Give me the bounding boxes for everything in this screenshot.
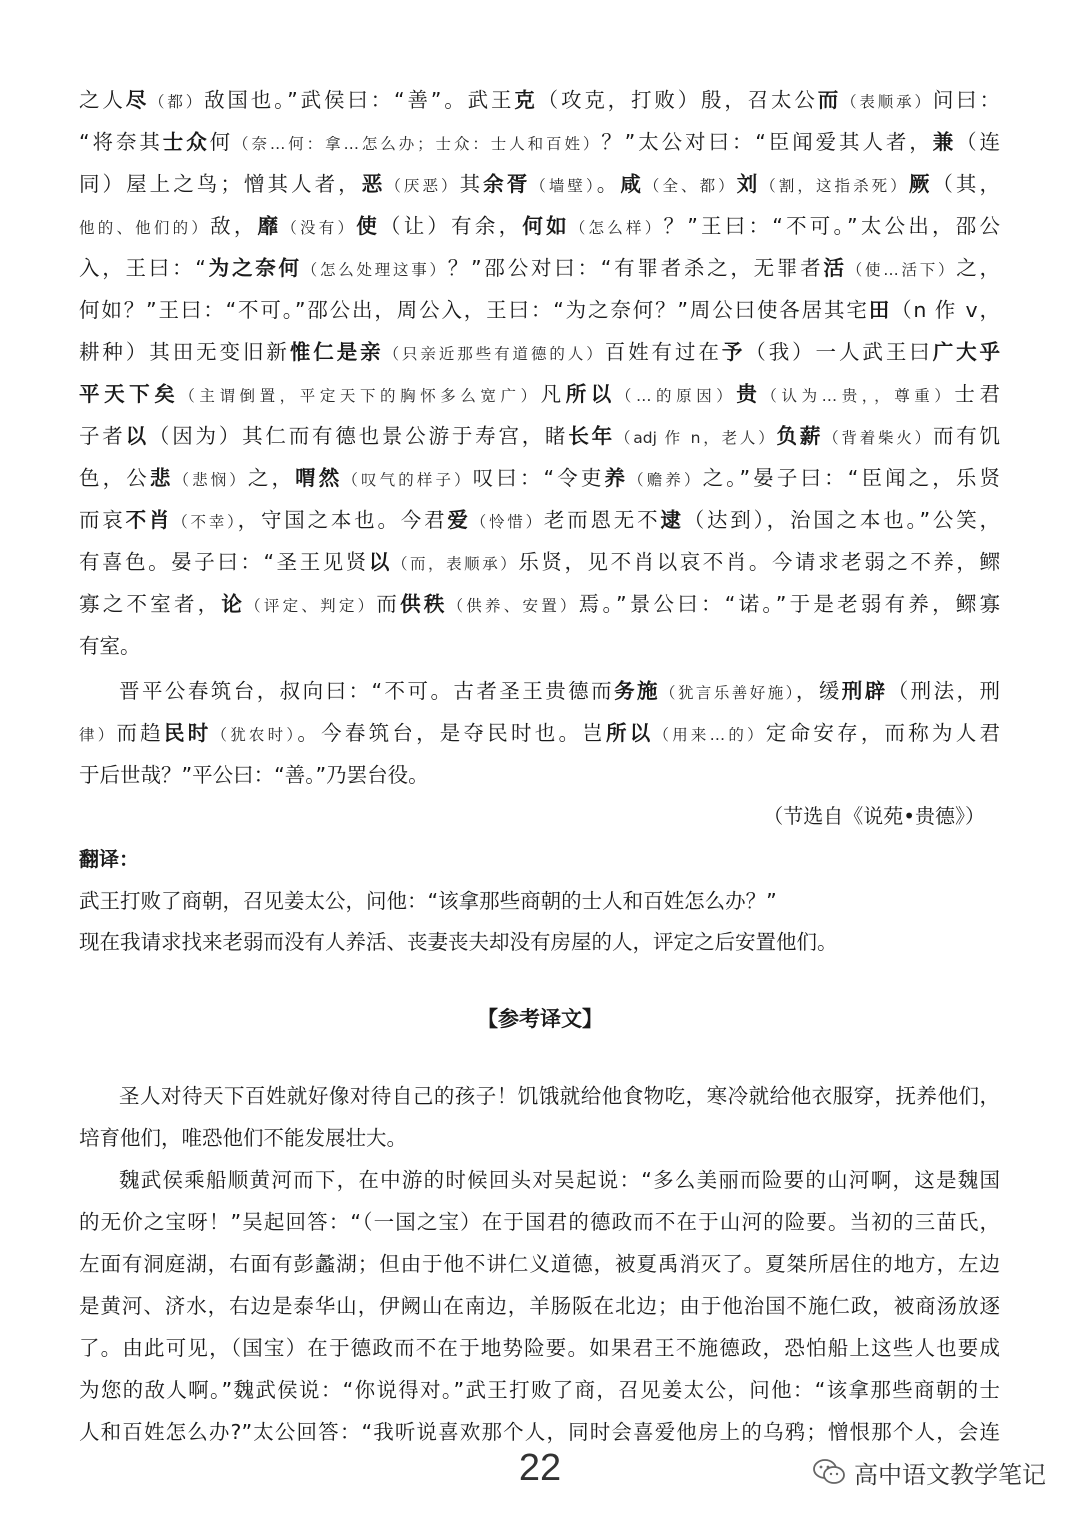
annotation: （没有） (281, 219, 357, 237)
text-line (119, 670, 1000, 712)
reference-line: 培育他们，唯恐他们不能发展壮大。 (79, 1126, 407, 1150)
text-span: 敌国也。”武侯曰：“善”。武王 (204, 88, 515, 112)
text-span: 何 (209, 130, 234, 154)
annotation: （奈…何：拿…怎么办；士众：士人和百姓） (233, 135, 602, 153)
text-span: 凡 (540, 382, 566, 406)
glossed-word: 以 (368, 550, 392, 574)
text-span: （n 作 v， (891, 298, 1000, 322)
reference-line: 人和百姓怎么办?”太公回答：“我听说喜欢那个人，同时会喜爱他房上的乌鸦；憎恨那个人，会连 (79, 1420, 1000, 1444)
translation-label: 翻译： (79, 847, 139, 871)
annotation: （犹言乐善好施） (660, 684, 796, 702)
text-line (79, 163, 1000, 205)
glossed-word: 靡 (257, 214, 282, 238)
glossed-word: 厥 (908, 172, 933, 196)
annotation: （叹气的样子） (342, 471, 473, 489)
text-span: 而有饥 (932, 424, 1000, 448)
glossed-word: 使 (356, 214, 380, 238)
annotation: （背着柴火） (823, 429, 933, 447)
text-span: ，缓 (795, 679, 842, 703)
annotation: （adj 作 n，老人） (614, 429, 777, 447)
text-span: 。今春筑台，是夺民时也。岂 (297, 721, 606, 745)
text-span: 焉。”景公曰：“诺。”于是老弱有养，鳏寡 (578, 592, 1000, 616)
text-span: 入，王曰：“ (79, 256, 206, 280)
annotation: （都） (149, 93, 205, 111)
text-span: 之， (247, 466, 296, 490)
glossed-word: 民时 (163, 721, 212, 745)
annotation: （供养、安置） (447, 597, 579, 615)
text-span: （攻克，打败）殷，召太公 (537, 88, 818, 112)
text-span: 叹曰：“令吏 (472, 466, 605, 490)
text-span: 之， (956, 256, 1000, 280)
reference-line: 左面有洞庭湖，右面有彭蠡湖；但由于他不讲仁义道德，被夏禹消灭了。夏桀所居住的地方，左边 (79, 1252, 1000, 1276)
text-line (79, 415, 1000, 457)
annotation: （…的原因） (615, 387, 737, 405)
text-span: 。 (596, 172, 621, 196)
glossed-word: 为之奈何 (205, 256, 302, 280)
text-span: 之。”晏子曰：“臣闻之，乐贤 (702, 466, 1000, 490)
text-span: 晋平公春筑台，叔向曰：“不可。古者圣王贵德而 (119, 679, 615, 703)
text-span: ，守国之本也。今君 (237, 508, 448, 532)
glossed-word: 克 (514, 88, 538, 112)
glossed-word: 所以 (605, 721, 654, 745)
glossed-word: 不肖 (125, 508, 173, 532)
text-line (79, 121, 1000, 163)
annotation: （犹农时） (211, 726, 298, 744)
annotation: （而，表顺承） (391, 555, 519, 573)
glossed-word: 悲 (149, 466, 174, 490)
text-line (79, 541, 1000, 583)
glossed-word: 喟然 (295, 466, 343, 490)
annotation: （割，这指杀死） (760, 177, 909, 195)
text-span: 而哀 (79, 508, 126, 532)
annotation: （厌恶） (385, 177, 460, 195)
text-span: “将奈其 (79, 130, 163, 154)
annotation: （赡养） (628, 471, 703, 489)
text-line (79, 712, 1000, 754)
glossed-word: 兼 (932, 130, 957, 154)
glossed-word: 养 (604, 466, 629, 490)
annotation: （主谓倒置，平定天下的胸怀多么宽广） (179, 387, 541, 405)
reference-line: 了。由此可见，（国宝）在于德政而不在于地势险要。如果君王不施德政，恐怕船上这些人也要成 (79, 1336, 1000, 1360)
glossed-word: 而 (817, 88, 842, 112)
text-span: 而趋 (116, 721, 164, 745)
glossed-word: 爱 (447, 508, 471, 532)
text-span: （其， (932, 172, 1000, 196)
text-span: 乐贤，见不肖以哀不肖。今请求老弱之不养，鳏 (518, 550, 1000, 574)
text-span: 同）屋上之鸟；憎其人者， (79, 172, 362, 196)
text-span: 敌， (210, 214, 258, 238)
glossed-word: 余胥 (483, 172, 531, 196)
text-span: 其 (459, 172, 484, 196)
text-line (79, 247, 1000, 289)
glossed-word: 务施 (614, 679, 660, 703)
annotation: （怎么样） (569, 219, 664, 237)
text-line (79, 289, 1000, 331)
text-line (79, 457, 1000, 499)
glossed-word: 刑辟 (841, 679, 888, 703)
text-span: ？”王曰：“不可。”太公出，邵公 (663, 214, 1000, 238)
translation-line: 现在我请求找来老弱而没有人养活、丧妻丧夫却没有房屋的人，评定之后安置他们。 (79, 930, 838, 954)
text-span: 寡之不室者， (79, 592, 222, 616)
source-citation: （节选自《说苑•贵德》） (763, 804, 985, 828)
glossed-word: 论 (221, 592, 246, 616)
glossed-word: 长年 (568, 424, 615, 448)
glossed-word: 活 (823, 256, 847, 280)
glossed-word: 士众 (162, 130, 210, 154)
annotation: （全、都） (643, 177, 737, 195)
text-line (79, 754, 1000, 796)
reference-title: 【参考译文】 (477, 1007, 603, 1031)
text-line (79, 373, 1000, 415)
annotation: （悲悯） (173, 471, 248, 489)
text-span: （因为）其仁而有德也景公游于寿宫，睹 (148, 424, 569, 448)
text-span: 有室。 (79, 634, 141, 658)
text-span: （达到），治国之本也。”公笑， (683, 508, 1000, 532)
annotation: （表顺承） (841, 93, 933, 111)
text-span: 耕种）其田无变旧新 (79, 340, 290, 364)
annotation: 他的、他们的） (79, 219, 211, 237)
reference-line: 魏武侯乘船顺黄河而下，在中游的时候回头对吴起说：“多么美丽而险要的山河啊，这是魏国 (119, 1168, 1000, 1192)
annotation: （不幸） (172, 513, 238, 531)
page-number: 22 (518, 1447, 562, 1489)
glossed-word: 予 (721, 340, 746, 364)
reference-line: 是黄河、济水，右边是泰华山，伊阙山在南边，羊肠阪在北边；由于他治国不施仁政，被商汤放逐 (79, 1294, 1000, 1318)
text-line (79, 583, 1000, 625)
text-span: 有喜色。晏子曰：“圣王见贤 (79, 550, 369, 574)
annotation: （怜惜） (470, 513, 544, 531)
text-span: ？”邵公对曰：“有罪者杀之，无罪者 (447, 256, 824, 280)
reference-line: 为您的敌人啊。”魏武侯说：“你说得对。”武王打败了商，召见姜太公，问他：“该拿那些商朝的士 (79, 1378, 1000, 1402)
reference-line: 的无价之宝呀！”吴起回答：“（一国之宝）在于国君的德政而不在于山河的险要。当初的三苗氏， (79, 1210, 1000, 1234)
watermark-text: 高中语文教学笔记 (854, 1460, 1046, 1489)
text-span: 问曰： (932, 88, 1000, 112)
glossed-word: 以 (125, 424, 149, 448)
annotation: 律） (79, 726, 117, 744)
text-span: 士君 (954, 382, 1000, 406)
annotation: （评定、判定） (245, 597, 377, 615)
glossed-word: 惟仁是亲 (289, 340, 384, 364)
text-span: 色，公 (79, 466, 150, 490)
text-span: 老而恩无不 (543, 508, 661, 532)
glossed-word: 田 (868, 298, 892, 322)
text-line (79, 499, 1000, 541)
glossed-word: 广大乎 (932, 340, 1000, 364)
glossed-word: 贵 (736, 382, 762, 406)
glossed-word: 供秩 (400, 592, 448, 616)
annotation: （认为…贵，，尊重） (761, 387, 955, 405)
text-span: （让）有余， (379, 214, 523, 238)
watermark (812, 1457, 1046, 1487)
glossed-word: 所以 (565, 382, 616, 406)
text-span: 子者 (79, 424, 126, 448)
text-span: 何如？”王曰：“不可。”邵公出，周公入，王曰：“为之奈何？”周公曰使各居其宅 (79, 298, 869, 322)
annotation: （墙壁） (530, 177, 597, 195)
text-span: 于后世哉？”平公曰：“善。”乃罢台役。 (79, 763, 429, 787)
text-line (79, 79, 1000, 121)
text-span: 定命安存，而称为人君 (765, 721, 1000, 745)
wechat-icon (812, 1458, 846, 1486)
annotation: （用来…的） (653, 726, 766, 744)
text-span: 而 (376, 592, 401, 616)
text-line (79, 625, 1000, 667)
reference-line: 圣人对待天下百姓就好像对待自己的孩子！饥饿就给他食物吃，寒冷就给他衣服穿，抚养他们， (119, 1084, 1000, 1108)
glossed-word: 何如 (522, 214, 570, 238)
translation-line: 武王打败了商朝，召见姜太公，问他：“该拿那些商朝的士人和百姓怎么办？” (79, 889, 777, 913)
text-span: 之人 (79, 88, 126, 112)
text-span: （刑法，刑 (887, 679, 1000, 703)
glossed-word: 逮 (660, 508, 684, 532)
text-span: ？”太公对曰：“臣闻爱其人者， (601, 130, 933, 154)
text-line (79, 205, 1000, 247)
glossed-word: 尽 (125, 88, 150, 112)
glossed-word: 负薪 (776, 424, 824, 448)
text-span: 百姓有过在 (604, 340, 722, 364)
glossed-word: 刘 (736, 172, 761, 196)
text-span: （我）一人武王曰 (745, 340, 933, 364)
glossed-word: 平天下矣 (79, 382, 180, 406)
glossed-word: 恶 (361, 172, 386, 196)
glossed-word: 咸 (620, 172, 644, 196)
text-span: （连 (956, 130, 1000, 154)
annotation: （只亲近那些有道德的人） (383, 345, 605, 363)
text-line (79, 331, 1000, 373)
annotation: （怎么处理这事） (301, 261, 448, 279)
annotation: （使…活下） (846, 261, 957, 279)
